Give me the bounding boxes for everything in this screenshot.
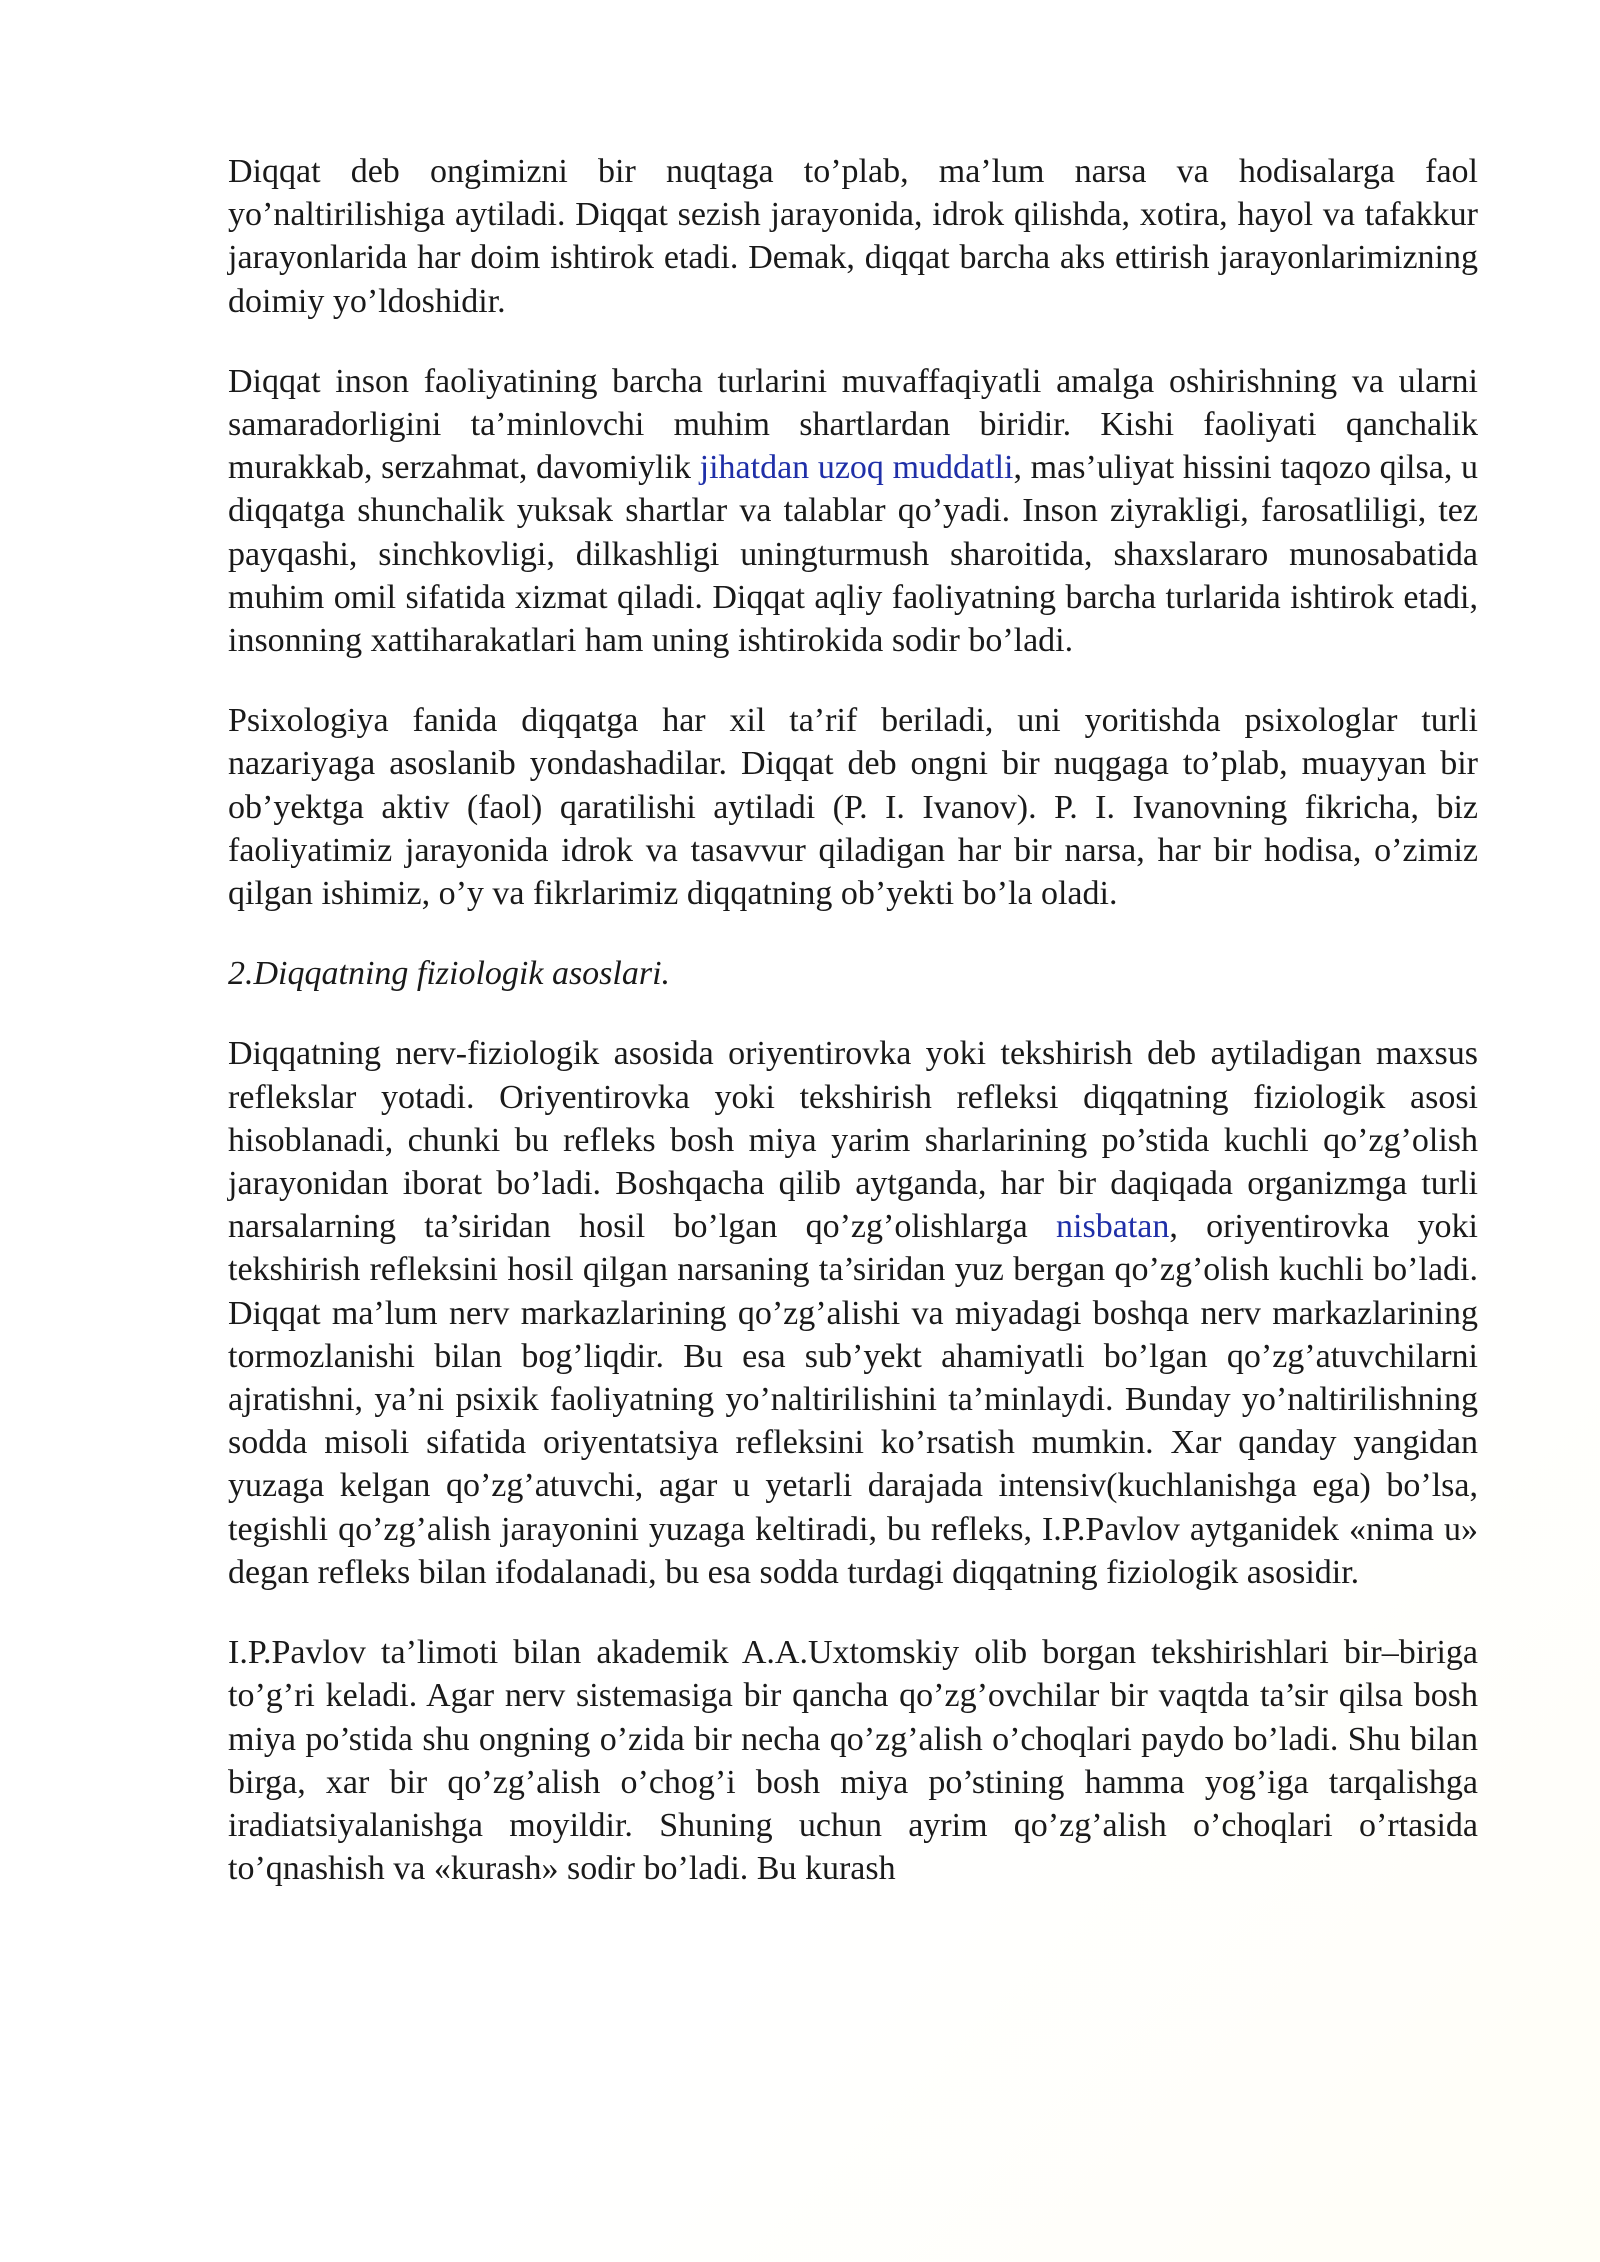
paragraph-attention-importance — [228, 360, 1478, 662]
paragraph-text: , oriyentirovka yoki tekshirish refleksini hosil qilgan narsaning ta’siridan yuz bergan qo’zg’olish kuchli bo’ladi. Diqqat ma’lum nerv markazlarining qo’zg’alishi va miyadagi boshqa nerv markazlarining tormozlanishi bilan bog’liqdir. Bu esa sub’yekt ahamiyatli bo’lgan qo’zg’atuvchilarni ajratishni, ya’ni psixik faoliyatning yo’naltirilishini ta’minlaydi. Bunday yo’naltirilishning sodda misoli sifatida oriyentatsiya refleksini ko’rsatish mumkin. Xar qanday yangidan yuzaga kelgan qo’zg’atuvchi, agar u yetarli darajada intensiv(kuchlanishga ega) bo’lsa, tegishli qo’zg’alish jarayonini yuzaga keltiradi, bu refleks, I.P.Pavlov aytganidek «nima u» degan refleks bilan ifodalanadi, bu esa sodda turdagi diqqatning fiziologik asosidir. — [228, 1208, 1478, 1591]
document-body — [228, 150, 1478, 1927]
hyperlink-long-duration[interactable]: jihatdan uzoq muddatli — [699, 449, 1014, 487]
paragraph-psychology-definitions: Psixologiya fanida diqqatga har xil ta’rif beriladi, uni yoritishda psixologlar turli nazariyaga asoslanib yondashadilar. Diqqat deb ongni bir nuqgaga to’plab, muayyan bir ob’yektga aktiv (faol) qaratilishi aytiladi (P. I. Ivanov). P. I. Ivanovning fikricha, biz faoliyatimiz jarayonida idrok va tasavvur qiladigan har bir narsa, har bir hodisa, o’zimiz qilgan ishimiz, o’y va fikrlarimiz diqqatning ob’yekti bo’la oladi. — [228, 702, 1478, 913]
paragraph-attention-definition: Diqqat deb ongimizni bir nuqtaga to’plab, ma’lum narsa va hodisalarga faol yo’naltirilishiga aytiladi. Diqqat sezish jarayonida, idrok qilishda, xotira, hayol va tafakkur jarayonlarida har doim ishtirok etadi. Demak, diqqat barcha aks ettirish jarayonlarimizning doimiy yo’ldoshidir. — [228, 153, 1478, 320]
paragraph-neurophysiology — [228, 1032, 1478, 1594]
paragraph-text: Diqqat inson faoliyatining barcha turlarini muvaffaqiyatli amalga oshirishning va ularni samaradorligini ta’minlovchi muhim shartlardan biridir. Kishi faoliyati qanchalik murakkab, serzahmat, davomiylik — [228, 362, 1478, 487]
paragraph-text: Diqqatning nerv-fiziologik asosida oriyentirovka yoki tekshirish deb aytiladigan maxsus reflekslar yotadi. Oriyentirovka yoki tekshirish refleksi diqqatning fiziologik asosi hisoblanadi, chunki bu refleks bosh miya yarim sharlarining po’stida kuchli qo’zg’olish jarayonidan iborat bo’ladi. Boshqacha qilib aytganda, har bir daqiqada organizmga turli narsalarning ta’siridan hosil bo’lgan qo’zg’olishlarga — [228, 1035, 1478, 1246]
paragraph-text: , mas’uliyat hissini taqozo qilsa, u diqqatga shunchalik yuksak shartlar va talablar qo’yadi. Inson ziyrakligi, farosatliligi, tez payqashi, sinchkovligi, dilkashligi uningturmush sharoitida, shaxslararo munosabatida muhim omil sifatida xizmat qiladi. Diqqat aqliy faoliyatning barcha turlarida ishtirok etadi, insonning xattiharakatlari ham uning ishtirokida sodir bo’ladi. — [228, 449, 1478, 660]
paragraph-pavlov-uxtomskiy: I.P.Pavlov ta’limoti bilan akademik A.A.Uxtomskiy olib borgan tekshirishlari bir–biriga to’g’ri keladi. Agar nerv sistemasiga bir qancha qo’zg’ovchilar bir vaqtda ta’sir qilsa bosh miya po’stida shu ongning o’zida bir necha qo’zg’alish o’choqlari paydo bo’ladi. Shu bilan birga, xar bir qo’zg’alish o’chog’i bosh miya po’stining hamma yog’iga tarqalishga iradiatsiyalanishga moyildir. Shuning uchun ayrim qo’zg’alish o’choqlari o’rtasida to’qnashish va «kurash» sodir bo’ladi. Bu kurash — [228, 1634, 1478, 1888]
hyperlink-nisbatan[interactable]: nisbatan — [1056, 1208, 1170, 1246]
section-heading: 2.Diqqatning fiziologik asoslari. — [228, 955, 671, 993]
